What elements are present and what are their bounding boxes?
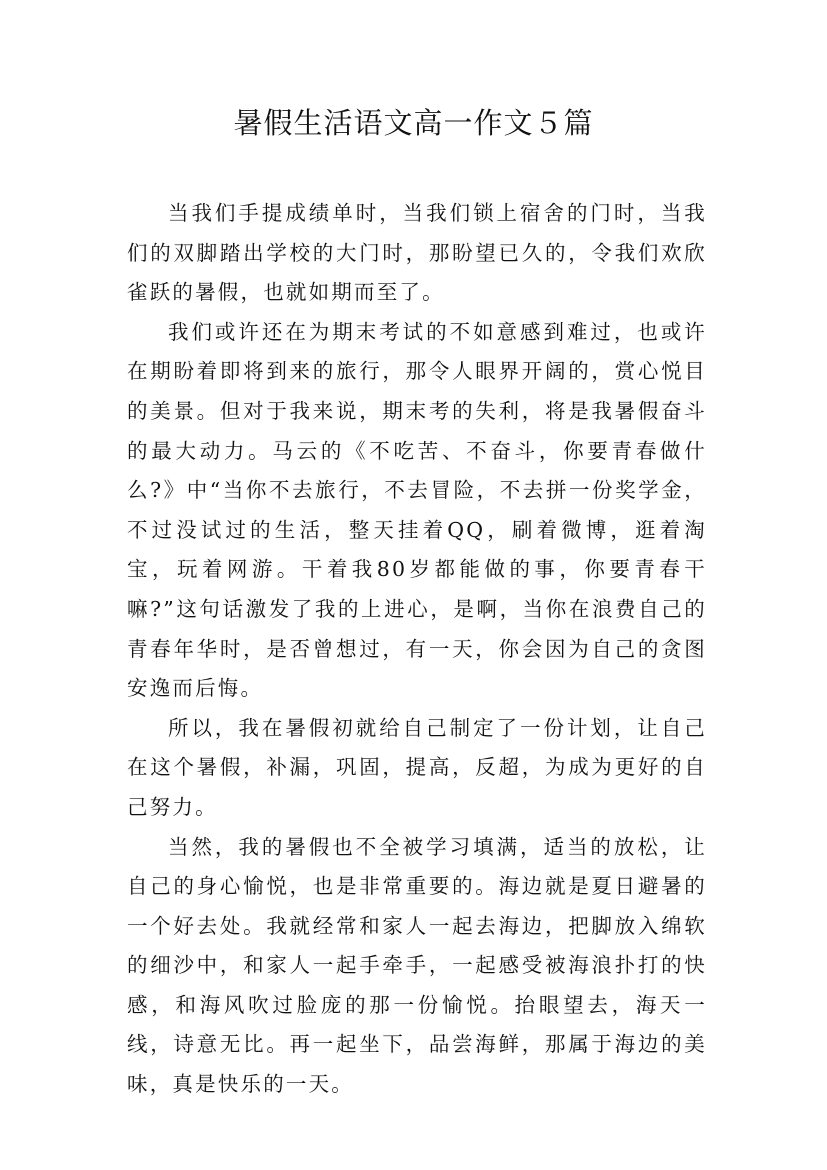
paragraph: 当然，我的暑假也不全被学习填满，适当的放松，让自己的身心愉悦，也是非常重要的。海边就是夏日避暑的一个好去处。我就经常和家人一起去海边，把脚放入绵软的细沙中，和家人一起手牵手，一起感受被海浪扑打的快感，和海风吹过脸庞的那一份愉悦。抬眼望去，海天一线，诗意无比。再一起坐下，品尝海鲜，那属于海边的美味，真是快乐的一天。 (127, 834, 707, 1097)
paragraph: 当我们手提成绩单时，当我们锁上宿舍的门时，当我们的双脚踏出学校的大门时，那盼望已久的，令我们欢欣雀跃的暑假，也就如期而至了。 (127, 201, 707, 305)
document-body (127, 194, 707, 1105)
document-title: 暑假生活语文高一作文５篇 (233, 106, 594, 140)
paragraph: 所以，我在暑假初就给自己制定了一份计划，让自己在这个暑假，补漏，巩固，提高，反超，为成为更好的自己努力。 (127, 715, 707, 819)
paragraph: 我们或许还在为期末考试的不如意感到难过，也或许在期盼着即将到来的旅行，那令人眼界开阔的，赏心悦目的美景。但对于我来说，期末考的失利，将是我暑假奋斗的最大动力。马云的《不吃苦、不奋斗，你要青春做什么?》中“当你不去旅行，不去冒险，不去拼一份奖学金，不过没试过的生活，整天挂着QQ，刷着微博，逛着淘宝，玩着网游。干着我80岁都能做的事，你要青春干嘛?”这句话激发了我的上进心，是啊，当你在浪费自己的青春年华时，是否曾想过，有一天，你会因为自己的贪图安逸而后悔。 (127, 319, 707, 701)
